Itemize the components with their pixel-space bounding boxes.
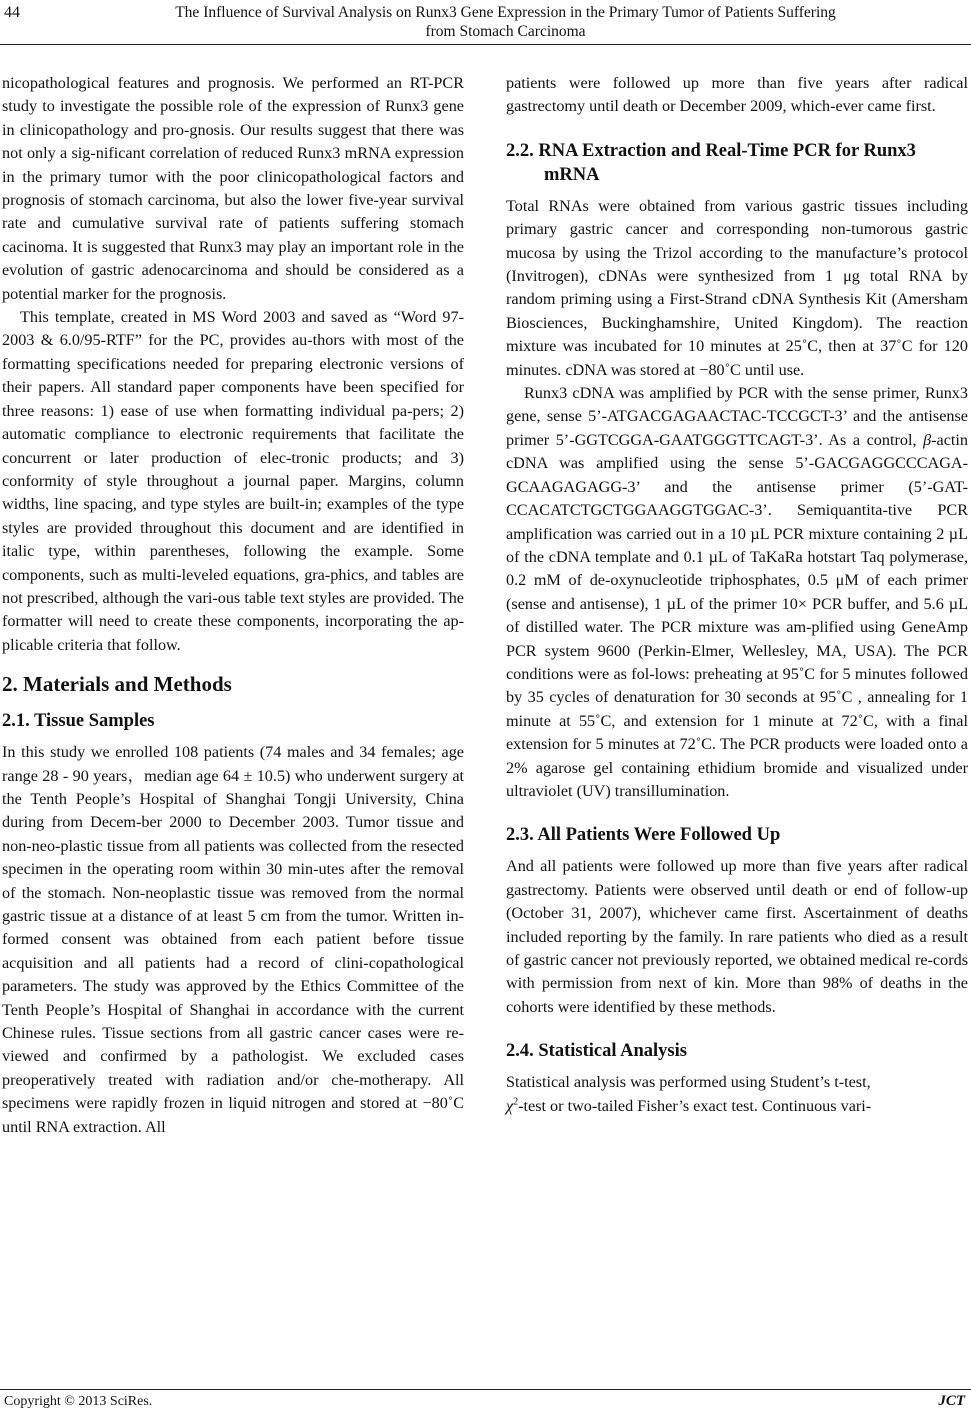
- followup-paragraph: And all patients were followed up more than five years after radical gastrectomy. Patients were observed until death or end of follow-up (October 31, 2007), whichever came first. Ascertainment of deaths included reporting by the family. In rare patients who died as a result of gastric cancer not previously reported, we obtained medical re-cords with permission from next of kin. More than 98% of deaths in the cohorts were identified by these methods.: [506, 857, 968, 1016]
- subsection-heading-followup: 2.3. All Patients Were Followed Up: [506, 825, 781, 846]
- intro-paragraph-continued: nicopathological features and prognosis. We performed an RT-PCR study to investigate the possible role of the expression of Runx3 gene in clinicopathology and pro-gnosis. Our results suggest that there was not only a sig-nificant correlation of reduced Runx3 mRNA expression in the primary tumor with the poor clinicopathological factors and prognosis of stomach carcinoma, but also the lower five-year survival rate and cumulative survival rate of patients suffering stomach cacinoma. It is suggested that Runx3 may play an important role in the evolution of gastric adenocarcinoma and should be considered as a potential marker for the prognosis.: [2, 74, 464, 303]
- chi-symbol: χ: [506, 1096, 514, 1115]
- running-title: [60, 3, 951, 41]
- stats-text-part-1: Statistical analysis was performed using Student’s t-test,: [506, 1073, 871, 1092]
- page-number: 44: [4, 4, 20, 21]
- pcr-paragraph: [506, 382, 968, 803]
- copyright-notice: Copyright © 2013 SciRes.: [4, 1394, 153, 1409]
- beta-symbol: β: [923, 430, 932, 449]
- running-title-line-2: from Stomach Carcinoma: [425, 23, 586, 40]
- header-divider: [0, 44, 971, 45]
- rna-extraction-paragraph: Total RNAs were obtained from various gastric tissues including primary gastric cancer and corresponding non-tumorous gastric mucosa by using the Trizol according to the manufacture’s protocol (Invitrogen), cDNAs were synthesized from 1 μg total RNA by random priming using a First-Strand cDNA Synthesis Kit (Amersham Biosciences, Buckinghamshire, United Kingdom). The reaction mixture was incubated for 10 minutes at 25˚C, then at 37˚C for 120 minutes. cDNA was stored at −80˚C until use.: [506, 196, 968, 379]
- section-heading-materials-methods: 2. Materials and Methods: [2, 672, 232, 697]
- footer-divider: [0, 1389, 971, 1390]
- followup-paragraph-continued: patients were followed up more than five years after radical gastrectomy until death or December 2009, which-ever came first.: [506, 74, 968, 116]
- right-column: [506, 72, 968, 1118]
- subsection-heading-statistical-analysis: 2.4. Statistical Analysis: [506, 1041, 687, 1062]
- pcr-text-part-1: Runx3 cDNA was amplified by PCR with the sense primer, Runx3 gene, sense 5’-ATGACGAGAACTAC-TCCGCT-3’ and the antisense primer 5’-GGTCGGA-GAATGGGTTCAGT-3’. As a control,: [506, 384, 968, 449]
- chi-superscript: 2: [513, 1096, 519, 1108]
- tissue-samples-paragraph: In this study we enrolled 108 patients (74 males and 34 females; age range 28 - 90 years，median age 64 ± 10.5) who underwent surgery at the Tenth People’s Hospital of Shanghai Tongji University, China during from Decem-ber 2000 to December 2003. Tumor tissue and non-neo-plastic tissue from all patients was collected from the resected specimen in the operating room within 30 min-utes after the removal of the stomach. Non-neoplastic tissue was removed from the normal gastric tissue at a distance of at least 5 cm from the tumor. Written in-formed consent was obtained from each patient before tissue acquisition and all patients had a record of clini-copathological parameters. The study was approved by the Ethics Committee of the Tenth People’s Hospital of Shanghai in accordance with the current Chinese rules. Tissue sections from all gastric cancer cases were re-viewed and confirmed by a pathologist. We excluded cases preoperatively treated with radiation and/or che-motherapy. All specimens were rapidly frozen in liquid nitrogen and stored at −80˚C until RNA extraction. All: [2, 743, 464, 1136]
- stats-text-part-2: -test or two-tailed Fisher’s exact test. Continuous vari-: [518, 1096, 872, 1115]
- subsection-heading-rna-extraction: 2.2. RNA Extraction and Real-Time PCR for Runx3 mRNA: [506, 140, 916, 185]
- statistical-analysis-paragraph: [506, 1071, 968, 1118]
- left-column: [2, 72, 464, 1139]
- journal-abbreviation: JCT: [938, 1393, 965, 1409]
- page-header: [0, 0, 971, 44]
- pcr-text-part-2: -actin cDNA was amplified using the sense 5’-GACGAGGCCCAGA-GCAAGAGAGG-3’ and the antisense primer (5’-GAT-CCACATCTGCTGGAAGGTGGAC-3’. Semiquantita-tive PCR amplification was carried out in a 10 µL PCR mixture containing 2 µL of the cDNA template and 0.1 µL of TaKaRa hotstart Taq polymerase, 0.2 mM of de-oxynucleotide triphosphates, 0.5 μM of each primer (sense and antisense), 1 µL of the primer 10× PCR buffer, and 5.6 µL of distilled water. The PCR mixture was am-plified using GeneAmp PCR system 9600 (Perkin-Elmer, Wellesley, MA, USA). The PCR conditions were as fol-lows: preheating at 95˚C for 5 minutes followed by 35 cycles of denaturation for 30 seconds at 95˚C , annealing for 1 minute at 55˚C, and extension for 1 minute at 72˚C, with a final extension for 5 minutes at 72˚C. The PCR products were loaded onto a 2% agarose gel containing ethidium bromide and visualized under ultraviolet (UV) transillumination.: [506, 430, 968, 800]
- template-paragraph: This template, created in MS Word 2003 and saved as “Word 97-2003 & 6.0/95-RTF” for the PC, provides au-thors with most of the formatting specifications needed for preparing electronic versions of their papers. All standard paper components have been specified for three reasons: 1) ease of use when formatting individual pa-pers; 2) automatic compliance to electronic requirements that facilitate the concurrent or later production of elec-tronic products; and 3) conformity of style throughout a journal paper. Margins, column widths, line spacing, and type styles are built-in; examples of the type styles are provided throughout this document and are identified in italic type, within parentheses, following the example. Some components, such as multi-leveled equations, gra-phics, and tables are not prescribed, although the vari-ous table text styles are provided. The formatter will need to create these components, incorporating the ap-plicable criteria that follow.: [2, 308, 464, 654]
- running-title-line-1: The Influence of Survival Analysis on Runx3 Gene Expression in the Primary Tumor of Patients Suffering: [175, 4, 836, 21]
- subsection-heading-tissue-samples: 2.1. Tissue Samples: [2, 711, 155, 732]
